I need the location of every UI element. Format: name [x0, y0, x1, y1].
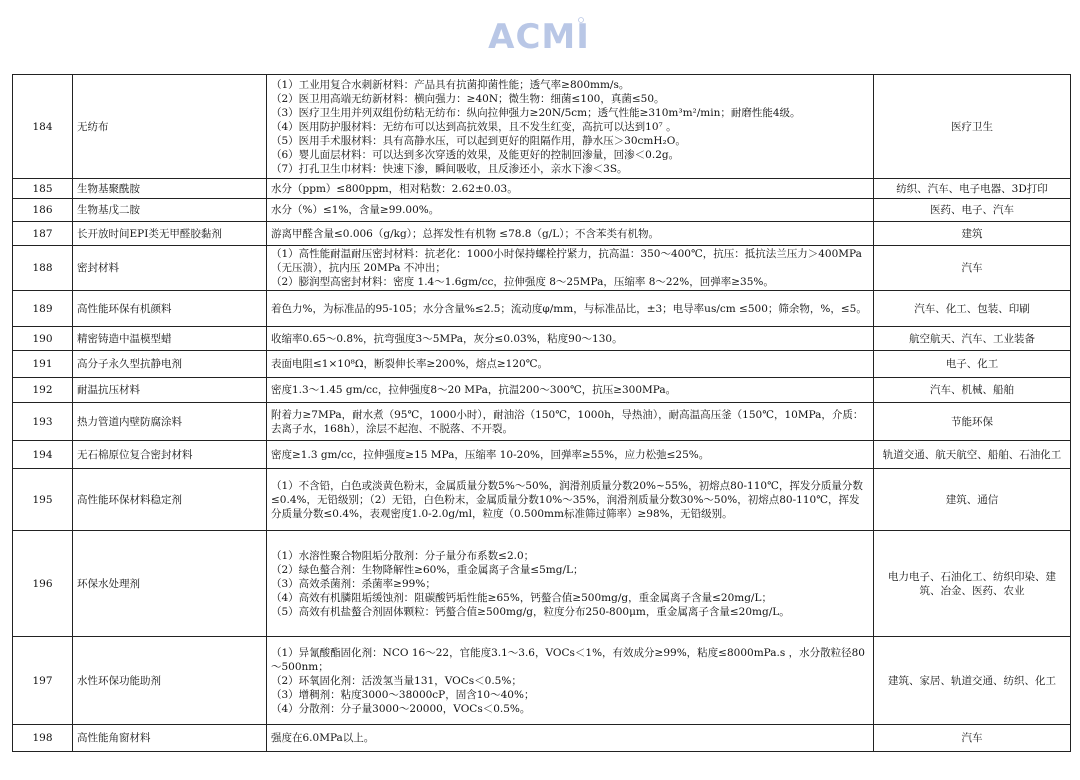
application-field: 汽车、机械、船舶 — [874, 378, 1071, 403]
spec-line: （1）水溶性聚合物阻垢分散剂：分子量分布系数≤2.0； — [271, 549, 535, 562]
row-number: 198 — [13, 725, 73, 752]
spec-line: （5）医用手术服材料：具有高静水压，可以起到更好的阻隔作用，静水压＞30cmH₂O。 — [271, 134, 686, 147]
table-row — [13, 378, 1071, 403]
material-spec — [267, 199, 874, 222]
material-name: 高性能环保材料稳定剂 — [73, 469, 267, 531]
material-name: 水性环保功能助剂 — [73, 637, 267, 725]
material-spec — [267, 179, 874, 199]
row-number: 196 — [13, 531, 73, 637]
material-name: 精密铸造中温模型蜡 — [73, 327, 267, 351]
spec-line: （5）高效有机盐螯合剂固体颗粒：钙螯合值≥500mg/g，粒度分布250-800μm，重金属离子含量≤20mg/L。 — [271, 605, 790, 618]
table-row — [13, 637, 1071, 725]
material-spec — [267, 378, 874, 403]
spec-line: （1）高性能耐温耐压密封材料：抗老化：1000小时保持螺栓拧紧力，抗高温：350～400℃，抗压：抵抗法兰压力＞400MPa（无压溃），抗内压 20MPa 不冲出； — [271, 248, 862, 274]
table-row — [13, 403, 1071, 441]
spec-line: 附着力≥7MPa，耐水煮（95℃，1000小时），耐油浴（150℃，1000h，导热油），耐高温高压釜（150℃，10MPa，介质：去离子水，168h），涂层不起泡、不脱落、不开裂。 — [271, 408, 864, 435]
material-spec — [267, 469, 874, 531]
spec-line: 表面电阻≤1×10⁸Ω，断裂伸长率≥200%，熔点≥120℃。 — [271, 358, 548, 370]
application-field: 建筑 — [874, 222, 1071, 246]
material-name: 热力管道内壁防腐涂料 — [73, 403, 267, 441]
row-number: 186 — [13, 199, 73, 222]
spec-line: （1）异氰酸酯固化剂：NCO 16～22，官能度3.1～3.6，VOCs＜1%，有效成分≥99%，粘度≤8000mPa.s ，水分散粒径80～500nm； — [271, 646, 865, 673]
application-field: 建筑、家居、轨道交通、纺织、化工 — [874, 637, 1071, 725]
material-spec — [267, 291, 874, 327]
row-number: 184 — [13, 75, 73, 179]
row-number: 197 — [13, 637, 73, 725]
application-field: 纺织、汽车、电子电器、3D打印 — [874, 179, 1071, 199]
spec-line: （6）婴儿面层材料：可以达到多次穿透的效果，及能更好的控制回渗量，回渗＜0.2g。 — [271, 148, 680, 161]
material-spec — [267, 327, 874, 351]
material-spec — [267, 222, 874, 246]
table-row — [13, 351, 1071, 378]
material-spec — [267, 637, 874, 725]
spec-line: （2）医卫用高端无纺新材料：横向强力：≥40N；微生物：细菌≤100，真菌≤50。 — [271, 92, 665, 105]
material-name: 密封材料 — [73, 246, 267, 291]
application-field: 节能环保 — [874, 403, 1071, 441]
spec-line: 收缩率0.65～0.8%，抗弯强度3～5MPa，灰分≤0.03%，粘度90～130。 — [271, 332, 623, 345]
row-number: 190 — [13, 327, 73, 351]
row-number: 193 — [13, 403, 73, 441]
material-spec — [267, 75, 874, 179]
application-field: 电力电子、石油化工、纺织印染、建筑、冶金、医药、农业 — [874, 531, 1071, 637]
spec-line: （7）打孔卫生巾材料：快速下渗，瞬间吸收，且反渗还小，亲水下渗＜3S。 — [271, 162, 628, 175]
material-spec — [267, 725, 874, 752]
row-number: 192 — [13, 378, 73, 403]
row-number: 185 — [13, 179, 73, 199]
material-spec — [267, 441, 874, 469]
material-name: 生物基戊二胺 — [73, 199, 267, 222]
materials-table-body — [13, 75, 1071, 752]
spec-line: 密度≥1.3 gm/cc，拉伸强度≥15 MPa，压缩率 10-20%，回弹率≥55%，应力松弛≤25%。 — [271, 448, 710, 461]
acmi-logo-mark — [488, 14, 590, 57]
table-row — [13, 246, 1071, 291]
material-name: 无纺布 — [73, 75, 267, 179]
spec-line: （4）医用防护服材料：无纺布可以达到高抗效果，且不发生红变，高抗可以达到10⁷ 。 — [271, 120, 677, 133]
spec-line: （1）工业用复合水刺新材料：产品具有抗菌抑菌性能；透气率≥800mm/s。 — [271, 78, 630, 91]
spec-line: （3）医疗卫生用并列双组份纺粘无纺布：纵向拉伸强力≥20N/5cm；透气性能≥310m³m²/min；耐磨性能4级。 — [271, 106, 801, 119]
table-row — [13, 291, 1071, 327]
row-number: 194 — [13, 441, 73, 469]
material-name: 高性能环保有机颜料 — [73, 291, 267, 327]
table-row — [13, 531, 1071, 637]
row-number: 191 — [13, 351, 73, 378]
spec-line: （2）膨润型高密封材料：密度 1.4～1.6gm/cc，拉伸强度 8～25MPa，压缩率 8～22%，回弹率≥35%。 — [271, 276, 774, 288]
application-field: 汽车、化工、包装、印刷 — [874, 291, 1071, 327]
spec-line: 着色力%，为标准品的95-105；水分含量%≤2.5；流动度φ/mm，与标准品比，±3；电导率us/cm ≤500；筛余物，%，≤5。 — [271, 302, 867, 315]
table-row — [13, 75, 1071, 179]
spec-line: 水分（ppm）≤800ppm，相对粘数：2.62±0.03。 — [271, 182, 518, 195]
material-spec — [267, 403, 874, 441]
row-number: 189 — [13, 291, 73, 327]
table-row — [13, 179, 1071, 199]
spec-line: 密度1.3～1.45 gm/cc，拉伸强度8～20 MPa，抗温200～300℃，抗压≥300MPa。 — [271, 384, 677, 396]
application-field: 医疗卫生 — [874, 75, 1071, 179]
material-spec — [267, 351, 874, 378]
spec-line: 水分（%）≤1%，含量≥99.00%。 — [271, 204, 440, 216]
material-spec — [267, 531, 874, 637]
table-row — [13, 327, 1071, 351]
application-field: 医药、电子、汽车 — [874, 199, 1071, 222]
application-field: 轨道交通、航天航空、船舶、石油化工 — [874, 441, 1071, 469]
application-field: 汽车 — [874, 725, 1071, 752]
application-field: 汽车 — [874, 246, 1071, 291]
table-row — [13, 469, 1071, 531]
acmi-logo — [0, 14, 1080, 58]
spec-line: （4）高效有机膦阻垢缓蚀剂：阻碳酸钙垢性能≥65%，钙螯合值≥500mg/g，重金属离子含量≤20mg/L； — [271, 591, 772, 604]
material-name: 高性能角窗材料 — [73, 725, 267, 752]
table-row — [13, 199, 1071, 222]
material-name: 生物基聚酰胺 — [73, 179, 267, 199]
table-row — [13, 441, 1071, 469]
material-name: 环保水处理剂 — [73, 531, 267, 637]
acmi-logo-text: ACMI — [488, 17, 590, 57]
spec-line: 游离甲醛含量≤0.006（g/kg）；总挥发性有机物 ≤78.8（g/L）；不含苯类有机物。 — [271, 227, 659, 240]
application-field: 建筑、通信 — [874, 469, 1071, 531]
spec-line: （2）绿色螯合剂：生物降解性≥60%，重金属离子含量≤5mg/L； — [271, 563, 584, 576]
material-name: 长开放时间EPI类无甲醛胶黏剂 — [73, 222, 267, 246]
materials-table — [12, 74, 1071, 752]
table-row — [13, 222, 1071, 246]
table-row — [13, 725, 1071, 752]
material-name: 耐温抗压材料 — [73, 378, 267, 403]
application-field: 航空航天、汽车、工业装备 — [874, 327, 1071, 351]
row-number: 187 — [13, 222, 73, 246]
material-name: 无石棉原位复合密封材料 — [73, 441, 267, 469]
material-name: 高分子永久型抗静电剂 — [73, 351, 267, 378]
application-field: 电子、化工 — [874, 351, 1071, 378]
spec-line: （2）环氧固化剂：活泼氢当量131，VOCs＜0.5%； — [271, 674, 522, 687]
spec-line: （3）增稠剂：粘度3000～38000cP，固含10～40%； — [271, 688, 535, 701]
row-number: 188 — [13, 246, 73, 291]
spec-line: （3）高效杀菌剂：杀菌率≥99%； — [271, 577, 436, 590]
spec-line: （1）不含铅，白色或淡黄色粉末，金属质量分数5%～50%，润滑剂质量分数20%~55%，初熔点80-110℃，挥发分质量分数≤0.4%，无铅级别；（2）无铅，白色粉末，金属质量分数10%～35%，润滑剂质量分数30%～50%，初熔点80-110℃，挥发分质量分数≤0.4%，表观密度1.0-2.0g/ml，粒度（0.500mm标准筛过筛率）≥98%，无铅级别。 — [271, 479, 863, 520]
spec-line: 强度在6.0MPa以上。 — [271, 732, 375, 744]
row-number: 195 — [13, 469, 73, 531]
material-spec — [267, 246, 874, 291]
spec-line: （4）分散剂：分子量3000～20000，VOCs＜0.5%。 — [271, 702, 531, 715]
